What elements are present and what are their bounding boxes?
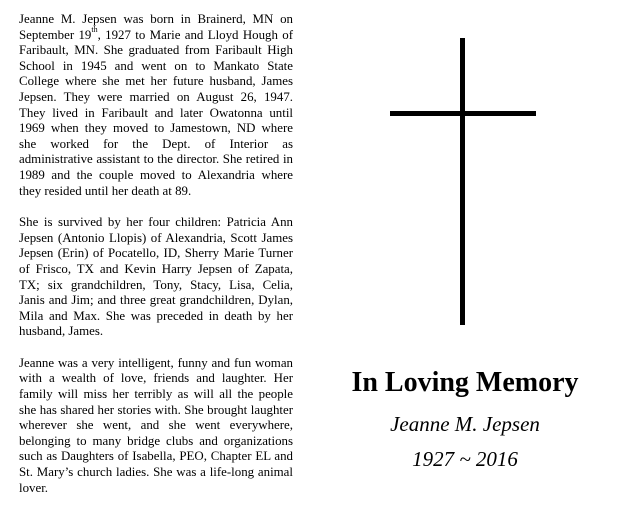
memorial-title: In Loving Memory <box>351 367 579 398</box>
date-superscript: th <box>91 25 98 35</box>
remembrance-paragraph: Jeanne was a very intelligent, funny and fun woman with a wealth of love, friends and laughter. Her family will miss her terribly as will all the people she has shared her stories with. She brought laughter wherever she went, and she went everywhere, belonging to many bridge clubs and organizations such as Daughters of Isabella, PEO, Chapter EL and St. Mary’s church ladies. She was a life-long animal lover. <box>19 355 293 495</box>
biography-start: Jeanne M. Jepsen was born in Brainerd, MN on September 19 <box>19 12 293 42</box>
obituary-text <box>19 12 293 512</box>
deceased-name: Jeanne M. Jepsen <box>390 412 540 436</box>
biography-rest: , 1927 to Marie and Lloyd Hough of Faribault, MN. She graduated from Faribault High School in 1945 and went on to Mankato State College where she met her future husband, James Jepsen. They were married on August 26, 1947. They lived in Faribault and later Owatonna until 1969 when they moved to Jamestown, ND where she worked for the Dept. of Interior as administrative assistant to the director. She retired in 1989 and the couple moved to Alexandria where they resided until her death at 89. <box>19 27 293 198</box>
cross-icon <box>390 38 536 325</box>
cross-horizontal-beam <box>390 111 536 116</box>
cross-vertical-beam <box>460 38 465 325</box>
life-years: 1927 ~ 2016 <box>412 447 518 471</box>
survivors-paragraph: She is survived by her four children: Patricia Ann Jepsen (Antonio Llopis) of Alexandria, Scott James Jepsen (Erin) of Pocatello, ID, Sherry Marie Turner of Frisco, TX and Kevin Harry Jepsen of Zapata, TX; six grandchildren, Tony, Stacy, Lisa, Celia, Janis and Jim; and three great grandchildren, Dylan, Mila and Max. She was preceded in death by her husband, James. <box>19 215 293 339</box>
biography-paragraph <box>19 12 293 199</box>
